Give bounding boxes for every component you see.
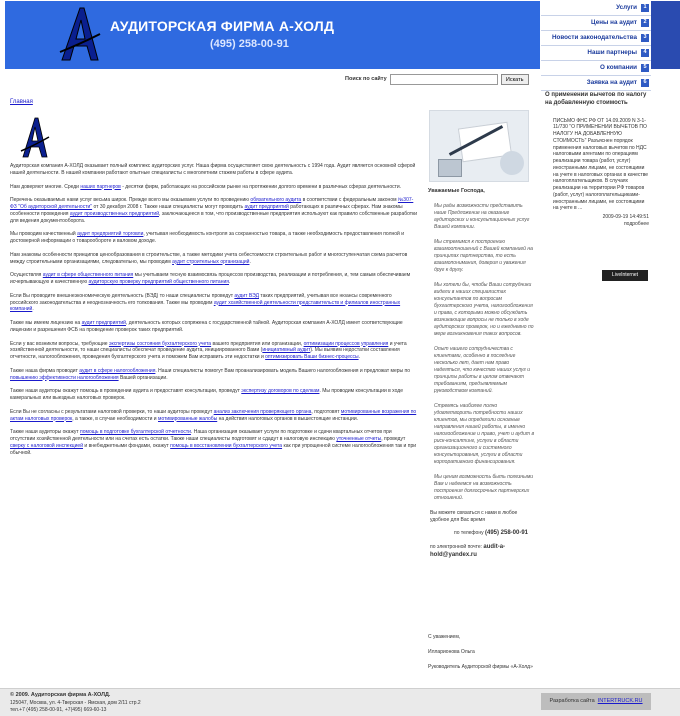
footer-copyright: © 2009. Аудиторская фирма А-ХОЛД. bbox=[10, 692, 111, 698]
letter-greeting: Уважаемые Господа, bbox=[428, 188, 485, 194]
link-catering-check[interactable]: аудиторскую проверку предприятий общественного питания bbox=[88, 279, 229, 285]
news-block bbox=[541, 92, 651, 227]
paragraph: Также мы имеем лицензию на аудит предприятий, деятельность которых сопряжена с государственной тайной. Аудиторская компания А-ХОЛД имеет соответствующие лицензии и разрешения ФСБ на проведение проверок таких предприятий. bbox=[10, 320, 403, 333]
link-catering-audit[interactable]: аудит в сфере общественного питания bbox=[42, 272, 134, 279]
nav-num-badge: 1 bbox=[641, 4, 649, 12]
search-input[interactable] bbox=[390, 74, 498, 85]
footer-address bbox=[10, 700, 141, 714]
nav-label: Новости законодательства bbox=[551, 33, 637, 41]
nav-label: Цены на аудит bbox=[591, 18, 637, 26]
main-nav bbox=[541, 1, 651, 91]
paragraph: Нам знакомы особенности принципов ценообразования в строительстве, а также методики учета себестоимости строительных работ и многоступенчатая схема расчетов между строительными организациями, следовательно, мы проводим аудит строительных организаций. bbox=[10, 251, 408, 265]
signer-title: Руководитель Аудиторской фирмы «А-Холд» bbox=[428, 664, 533, 670]
link-tax-efficiency[interactable]: повышению эффективности налогообложения bbox=[10, 374, 119, 381]
link-accounting-recovery[interactable]: помощь в восстановлении бухгалтерского учета bbox=[170, 442, 283, 449]
link-corrected-reports[interactable]: уточненные отчеты bbox=[336, 436, 382, 442]
nav-accent-bar bbox=[651, 1, 680, 69]
news-more-link[interactable]: подробнее bbox=[623, 220, 649, 227]
letter-paragraph: Стремясь наиболее полно удовлетворить потребности наших клиентов, мы определили основные направления нашей работы, в именно налогообложение и право, учет и аудит в риск-консалтинг, услуги в области организационного и системного консультирования, услуги в области корпоративного финансирования. bbox=[434, 403, 535, 466]
nav-num-badge: 6 bbox=[641, 79, 649, 87]
nav-num-badge: 5 bbox=[641, 64, 649, 72]
link-trade-audit[interactable]: аудит предприятий торговли bbox=[77, 231, 144, 238]
header-phone: (495) 258-00-91 bbox=[210, 38, 289, 50]
nav-label: Услуги bbox=[616, 3, 637, 11]
link-production-audit[interactable]: аудит производственных предприятий bbox=[69, 210, 159, 217]
link-conclusion-analysis[interactable]: анализ заключения проверяющего органа bbox=[213, 408, 312, 415]
link-complaints[interactable]: мотивированные жалобы bbox=[158, 415, 218, 422]
contact-text: Вы можете связаться с нами в любое удобное для Вас время bbox=[430, 510, 518, 524]
search-bar bbox=[345, 74, 529, 85]
paragraph: Если Вы проводите внешнеэкономическую деятельность (ВЭД) то наши специалисты проведут аудит ВЭД таких предприятий, учитывая все нюансы современного российского законодательства и неоднозначность его толкования. Также мы проводим аудит хозяйственной деятельности представительств и филиалов иностранных компаний. bbox=[10, 292, 401, 313]
search-button[interactable]: Искать bbox=[501, 74, 529, 85]
address-line: 125047, Москва, ул. 4-Тверская - Ямская, дом 2/11 стр.2 bbox=[10, 700, 141, 706]
company-logo[interactable] bbox=[58, 4, 102, 64]
audit-photo bbox=[429, 110, 529, 182]
nav-item-about[interactable] bbox=[541, 61, 651, 76]
paragraph: Если у вас возникли вопросы, требующие экспертизы состояния бухгалтерского учета вашего предприятия или организации, оптимизации процессов управления и учета хозяйственной деятельности, то наши специалисты обеспечат проведение аудита, инициированного Вами (инициативный аудит). Мы выявим недостатки составления отчетности, налогообложения, проведения бухгалтерского учета и поможем Вам исправить эти недостатки и оптимизировать Ваши бизнес-процессы. bbox=[10, 340, 407, 360]
link-tax-reconciliation[interactable]: сверку с налоговой инспекцией bbox=[10, 442, 83, 449]
nav-item-services[interactable] bbox=[541, 1, 651, 16]
link-ved-audit[interactable]: аудит ВЭД bbox=[234, 292, 259, 299]
news-body: ПИСЬМО ФНС РФ ОТ 14.09.2009 N 3-1-11/730 "О ПРИМЕНЕНИИ ВЫЧЕТОВ ПО НАЛОГУ НА ДОБАВЛЕННУЮ СТОИМОСТЬ" Разъяснен порядок применения налоговых вычетов по НДС налоговыми агентами по операциям реализации товара (работ, услуг) иностранными лицами, не состоящими на учете в налоговых органах в качестве налогоплательщиков. В случаях реализации на территории РФ товаров (работ, услуг) налогоплательщиками-иностранными лицами, не состоящими на учете в ... bbox=[553, 117, 649, 212]
paragraph: Перечень оказываемых нами услуг весьма широк. Прежде всего мы оказываем услуги по проведению обязательного аудита в соответствии с федеральным законом №307-ФЗ "Об аудиторской деятельности" от 30 декабря 2008 г. Также наши специалисты могут проводить аудит предприятий работающих в различных сферах. Нам знакомы особенности проведения аудит производственных предприятий, заключающееся в том, что производственные предприятия используют как правило собственные разработки для ведения документооборота. bbox=[10, 197, 418, 224]
liveinternet-counter[interactable]: LiveInternet bbox=[602, 270, 648, 281]
link-reporting-help[interactable]: помощь в подготовке бухгалтерской отчетности bbox=[80, 429, 191, 436]
nav-item-partners[interactable] bbox=[541, 46, 651, 61]
link-construction-audit[interactable]: аудит строительных организаций bbox=[172, 258, 250, 265]
link-business-optimization[interactable]: оптимизировать Ваши бизнес-процессы bbox=[265, 354, 359, 360]
regards-text: С уважением, bbox=[428, 634, 461, 640]
nav-num-badge: 4 bbox=[641, 49, 649, 57]
paragraph: Мы проводим качественный аудит предприятий торговли, учитывая необходимость контроля за сохранностью товара, а также необходимость предоставления полной и достоверной информации о товарообороте и валовом доходе. bbox=[10, 231, 405, 244]
breadcrumb-home[interactable]: Главная bbox=[10, 99, 33, 105]
link-enterprise-audit[interactable]: аудит предприятий bbox=[244, 204, 289, 210]
letter-paragraph: Мы хотели бы, чтобы Ваши сотрудники видели в наших специалистах консультантов по вопросам бухгалтерского учета, налогообложения и права, с которыми можно обсуждать возникающие вопросы не только в ходе аудиторских проверок, но и ежедневно по мере возникновения таких вопросов. bbox=[434, 282, 534, 338]
link-initiative-audit[interactable]: инициативный аудит bbox=[262, 347, 311, 354]
letter-column bbox=[424, 110, 536, 560]
nav-item-request[interactable] bbox=[541, 76, 651, 91]
main-content bbox=[10, 163, 418, 463]
phone-line: тел.+7 (495) 258-00-91, +7(495) 669-60-13 bbox=[10, 706, 107, 713]
nav-item-news[interactable] bbox=[541, 31, 651, 46]
news-title[interactable]: О применении вычетов по налогу на добавленную стоимость bbox=[545, 92, 647, 106]
link-enterprise-audit-2[interactable]: аудит предприятий bbox=[81, 320, 126, 326]
paragraph: Если Вы не согласны с результатами налоговой проверки, то наши аудиторы проведут анализ заключения проверяющего органа, подготовят мотивированные возражения по актам налоговых проверок, а также, в случае необходимости и мотивированные жалобы на действия налоговых органов в вышестоящие инстанции. bbox=[10, 408, 417, 422]
paragraph: Осуществляя аудит в сфере общественного питания мы учитываем тесную взаимосвязь процессов производства, реализации и потребления, и, тем самым обеспечиваем исчерпывающую и качественную аудиторскую проверку предприятий общественного питания. bbox=[10, 272, 411, 285]
paragraph: Нам доверяют многие. Среди наших партнеров - десятки фирм, работающих на российском рынке на протяжении долгого времени в различных сферах деятельности. bbox=[10, 183, 402, 190]
link-management-optimization[interactable]: оптимизации процессов управления bbox=[303, 340, 389, 347]
paragraph: Также наши аудиторы окажут помощь в подготовке бухгалтерской отчетности. Наша организация оказывает услуги по подготовке и сдачи квартальных отчетов при отсутствии хозяйственной деятельности или на счетах есть остатки. Также наши специалисты подготовят и сдадут в налоговую инспекцию уточненные отчеты, проведут сверку с налоговой инспекцией и внебюджетными фондами, окажут помощь в восстановлении бухгалтерского учета как при упрощенной системе налогообложения так и при обычной. bbox=[10, 429, 417, 456]
letter-paragraph: Мы ценим возможность быть полезными Вам и надеемся на возможность построения долгосрочных партнерских отношений. bbox=[434, 474, 534, 502]
letter-signature bbox=[424, 634, 536, 679]
company-logo-small bbox=[20, 115, 50, 160]
paragraph: Также наша фирма проводит аудит в сфере налогообложения. Наши специалисты помогут Вам проанализировать модель Вашего налогообложения и предложат меры по повышению эффективности налогообложения Вашей организации. bbox=[10, 367, 410, 381]
link-objections[interactable]: мотивированные возражения по актам налоговых проверок bbox=[10, 408, 417, 422]
link-tax-audit[interactable]: аудит в сфере налогообложения bbox=[79, 367, 156, 374]
letter-paragraph: Мы стремимся к построению взаимоотношений с Вашей компанией на принципах партнерства, то есть взаимопонимания, доверия и уважения друг к другу. bbox=[434, 239, 533, 274]
link-foreign-audit[interactable]: аудит хозяйственной деятельности представительств и филиалов иностранных компаний bbox=[10, 299, 401, 313]
link-accounting-expertise[interactable]: экспертизы состояния бухгалтерского учета bbox=[108, 340, 212, 347]
signer-name: Илларионова Ольга bbox=[428, 649, 475, 655]
search-label: Поиск по сайту bbox=[345, 75, 387, 82]
nav-num-badge: 3 bbox=[641, 34, 649, 42]
link-partners[interactable]: наших партнеров bbox=[80, 183, 121, 190]
developer-credit bbox=[541, 693, 651, 710]
link-law-307[interactable]: №307-ФЗ "Об аудиторской деятельности" bbox=[10, 197, 414, 210]
nav-label: Наши партнеры bbox=[587, 48, 637, 56]
brand-title: АУДИТОРСКАЯ ФИРМА А-ХОЛД bbox=[110, 18, 335, 34]
nav-label: Заявка на аудит bbox=[586, 78, 637, 86]
letter-paragraph: Опыт нашего сотрудничества с клиентами, особенно в последние несколько лет, дает нам право надеяться, что качество наших услуг и принципы работы в целом отвечают требованиям, предъявляемым руководством компаний. bbox=[434, 346, 531, 395]
letter-paragraph: Мы рады возможности представить наше Предложение на оказание аудиторских и консультационных услуг Вашей компании. bbox=[434, 203, 530, 231]
nav-num-badge: 2 bbox=[641, 19, 649, 27]
link-mandatory-audit[interactable]: обязательного аудита bbox=[250, 197, 302, 204]
contact-phone: по телефону (495) 258-00-91 bbox=[454, 530, 529, 537]
dev-link[interactable]: INTERTRUCK.RU bbox=[597, 697, 643, 704]
contact-email: по электронной почте: audit-a-hold@yandex.ru bbox=[430, 543, 506, 558]
nav-item-prices[interactable] bbox=[541, 16, 651, 31]
dev-label: Разработка сайта bbox=[549, 697, 595, 704]
news-date: 2009-09-19 14:49:51 bbox=[602, 214, 649, 221]
paragraph: Также наши аудиторы окажут помощь в проведении аудита и предоставят консультации, проведут экспертизу договоров по сделкам. Мы проводим консультации в ходе камеральных или выездных налоговых проверок. bbox=[10, 388, 403, 401]
nav-label: О компании bbox=[600, 63, 637, 71]
intro-paragraph: Аудиторская компания А-ХОЛД оказывает полный комплекс аудиторских услуг. Наша фирма осуществляет свою деятельность с 1994 года. Аудит является основной сферой нашей деятельности. В нашей компании работают опытные специалисты с многолетним стажем работы в сфере аудита. bbox=[10, 163, 416, 176]
link-contract-expertise[interactable]: экспертизу договоров по сделкам bbox=[241, 388, 320, 395]
